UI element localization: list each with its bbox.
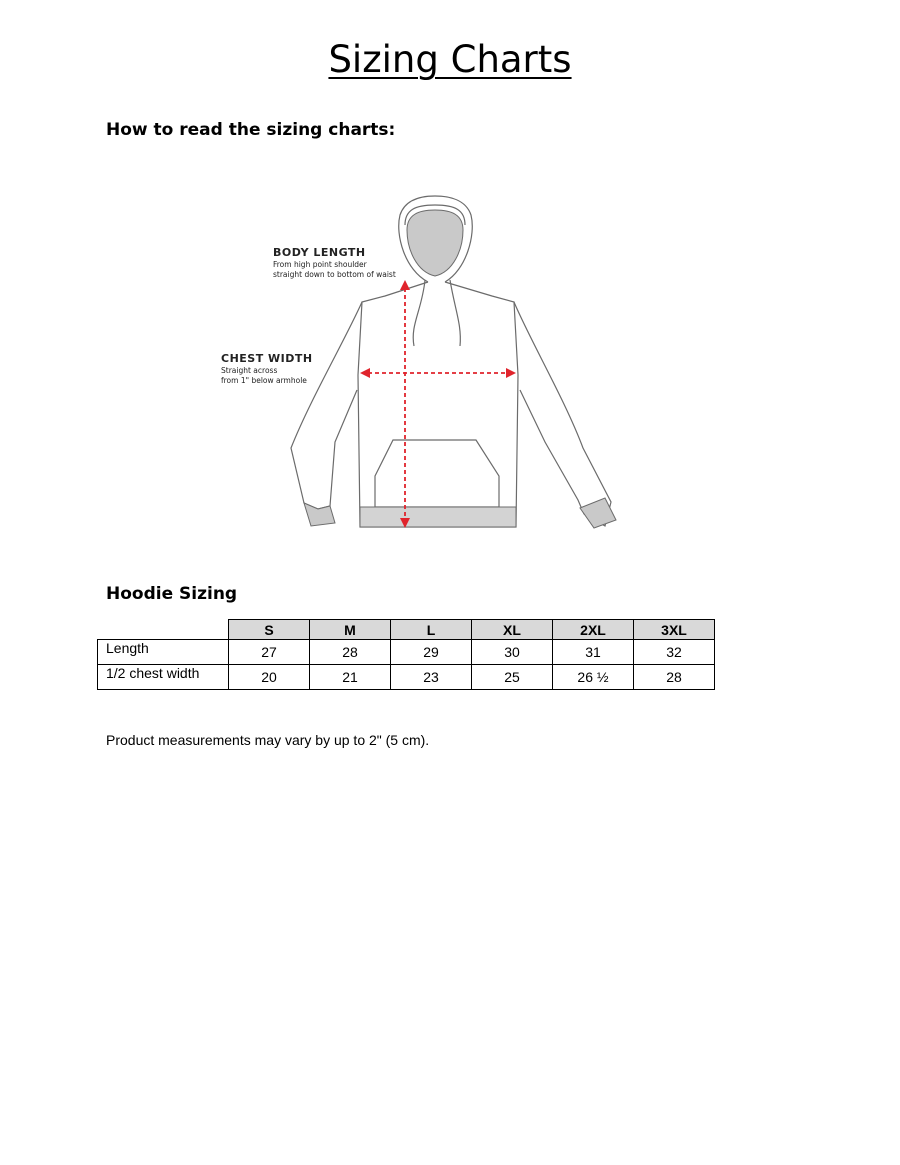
left-cuff <box>304 503 335 526</box>
page-title: Sizing Charts <box>328 38 572 81</box>
body-length-arrow <box>400 280 410 528</box>
table-cell: 31 <box>553 640 634 665</box>
chest-width-label: CHEST WIDTH <box>221 352 313 365</box>
how-to-read-heading: How to read the sizing charts: <box>106 120 396 140</box>
size-header-row <box>98 620 715 640</box>
measurement-note: Product measurements may vary by up to 2" (5 cm). <box>106 732 430 748</box>
body-length-desc-2: straight down to bottom of waist <box>273 270 396 279</box>
size-header-cell: L <box>391 620 472 640</box>
table-cell: 30 <box>472 640 553 665</box>
table-cell: 23 <box>391 665 472 690</box>
table-corner <box>98 620 229 640</box>
table-cell: 32 <box>634 640 715 665</box>
size-header-cell: 3XL <box>634 620 715 640</box>
hoodie-diagram <box>200 180 640 550</box>
table-cell: 28 <box>634 665 715 690</box>
chest-width-arrow <box>360 368 516 378</box>
table-cell: 25 <box>472 665 553 690</box>
table-cell: 21 <box>310 665 391 690</box>
body-length-label: BODY LENGTH <box>273 246 366 259</box>
body-length-desc-1: From high point shoulder <box>273 260 367 269</box>
size-header-cell: XL <box>472 620 553 640</box>
hood-inner <box>407 210 463 276</box>
table-cell: 20 <box>229 665 310 690</box>
table-cell: 27 <box>229 640 310 665</box>
table-cell: 26 ½ <box>553 665 634 690</box>
row-label: Length <box>98 640 229 665</box>
table-row <box>98 665 715 690</box>
size-header-cell: S <box>229 620 310 640</box>
table-cell: 28 <box>310 640 391 665</box>
table-cell: 29 <box>391 640 472 665</box>
size-header-cell: 2XL <box>553 620 634 640</box>
table-row <box>98 640 715 665</box>
chest-width-desc-2: from 1" below armhole <box>221 376 307 385</box>
waistband <box>360 507 516 527</box>
hoodie-size-table <box>97 619 715 690</box>
chest-width-desc-1: Straight across <box>221 366 278 375</box>
row-label: 1/2 chest width <box>98 665 229 690</box>
hoodie-sizing-heading: Hoodie Sizing <box>106 584 238 604</box>
size-header-cell: M <box>310 620 391 640</box>
